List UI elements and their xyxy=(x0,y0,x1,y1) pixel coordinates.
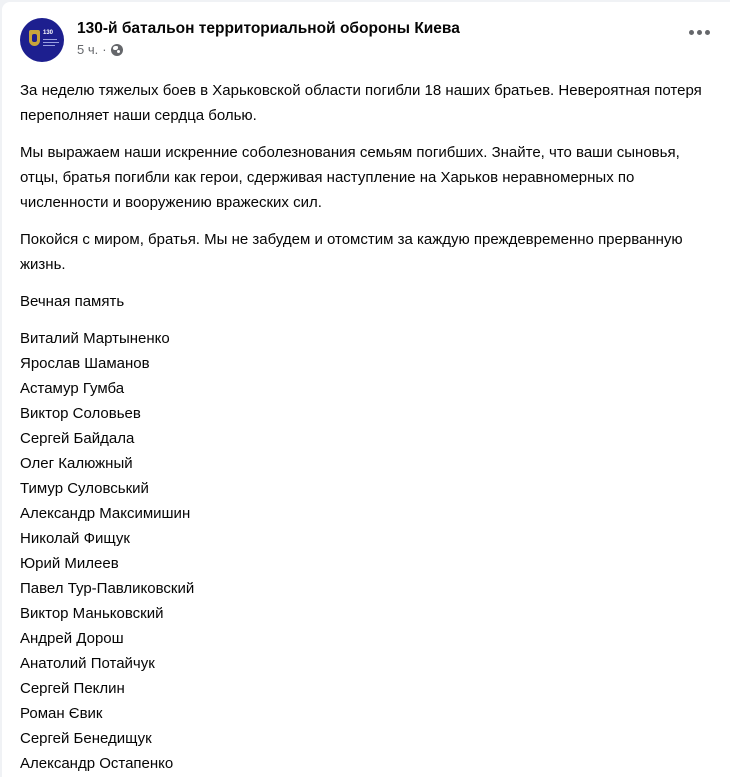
name-item: Олег Калюжный xyxy=(20,455,133,472)
name-item: Ярослав Шаманов xyxy=(20,355,150,372)
name-item: Александр Максимишин xyxy=(20,505,191,522)
name-item: Тимур Суловський xyxy=(20,480,149,497)
more-options-button[interactable] xyxy=(689,30,710,35)
avatar-text-line xyxy=(43,42,59,43)
more-dot-icon xyxy=(689,30,694,35)
more-dot-icon xyxy=(705,30,710,35)
post-paragraph: Покойся с миром, братья. Мы не забудем и отомстим за каждую преждевременно прерванную жизнь. xyxy=(20,231,683,273)
name-item: Астамур Гумба xyxy=(20,380,125,397)
avatar-number: 130 xyxy=(43,30,54,36)
post-paragraph: Мы выражаем наши искренние соболезнования семьям погибших. Знайте, что ваши сыновья, отцы, братья погибли как герои, сдерживая наступление на Харьков неравномерных по численности и вооружению вражеских сил. xyxy=(20,144,680,211)
post-paragraph: За неделю тяжелых боев в Харьковской области погибли 18 наших братьев. Невероятная потеря переполняет наши сердца болью. xyxy=(20,82,702,124)
name-item: Юрий Милеев xyxy=(20,555,119,572)
shield-emblem-icon xyxy=(29,30,40,46)
name-item: Анатолий Потайчук xyxy=(20,655,155,672)
name-item: Виктор Маньковский xyxy=(20,605,164,622)
globe-icon[interactable] xyxy=(111,44,123,56)
post-timestamp[interactable]: 5 ч. xyxy=(77,41,99,57)
fallen-names-list xyxy=(20,326,710,776)
post-meta xyxy=(77,19,460,58)
post-body xyxy=(20,78,710,776)
post-paragraph: Вечная память xyxy=(20,293,125,310)
post-header xyxy=(20,18,460,62)
avatar-text-line xyxy=(43,45,55,46)
post-subline xyxy=(77,42,460,58)
name-item: Виктор Соловьев xyxy=(20,405,141,422)
more-dot-icon xyxy=(697,30,702,35)
page-avatar[interactable] xyxy=(20,18,64,62)
post-card xyxy=(2,2,730,777)
name-item: Николай Фищук xyxy=(20,530,130,547)
name-item: Андрей Дорош xyxy=(20,630,124,647)
avatar-text-line xyxy=(43,39,57,40)
separator-dot: · xyxy=(102,41,107,57)
name-item: Павел Тур-Павликовский xyxy=(20,580,195,597)
page-name-link[interactable]: 130-й батальон территориальной обороны Киева xyxy=(77,19,460,37)
name-item: Виталий Мартыненко xyxy=(20,330,170,347)
name-item: Сергей Пеклин xyxy=(20,680,125,697)
name-item: Роман Євик xyxy=(20,705,103,722)
name-item: Сергей Байдала xyxy=(20,430,135,447)
name-item: Сергей Бенедищук xyxy=(20,730,152,747)
name-item: Александр Остапенко xyxy=(20,755,174,772)
